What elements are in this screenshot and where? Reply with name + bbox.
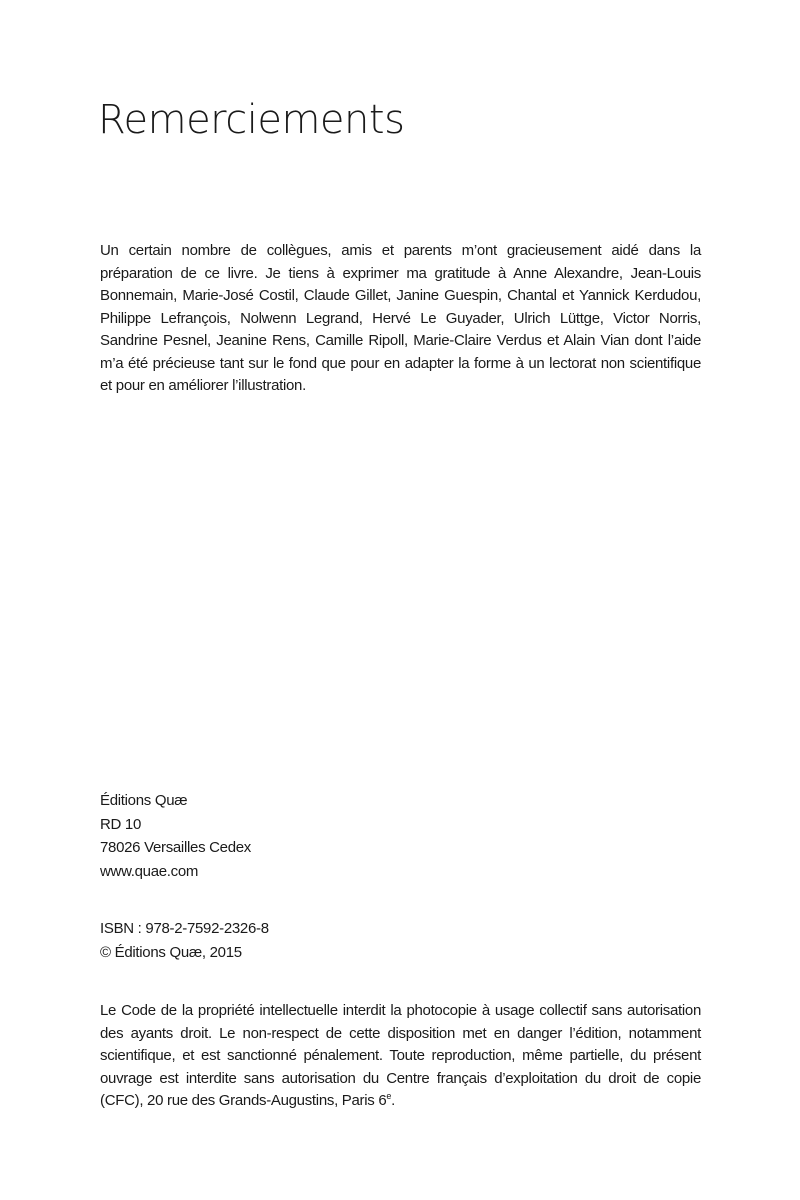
copyright-notice: © Éditions Quæ, 2015 — [100, 943, 242, 961]
publisher-city: 78026 Versailles Cedex — [100, 839, 252, 856]
publisher-name: Éditions Quæ — [100, 792, 188, 809]
isbn-block — [100, 917, 701, 964]
legal-notice-text: Le Code de la propriété intellectuelle interdit la photocopie à usage collectif sans autorisation des ayants droit. Le non-respect de cette disposition met en danger l’édition, notamment scientifique, et est sanctionné pénalement. Toute reproduction, même partielle, du présent ouvrage est interdite sans autorisation du Centre français d’exploitation du droit de copie (CFC), 20 rue des Grands-Augustins, Paris 6 — [100, 1002, 701, 1109]
publisher-road: RD 10 — [100, 815, 142, 833]
legal-notice — [100, 1000, 701, 1113]
acknowledgements-paragraph: Un certain nombre de collègues, amis et parents m’ont gracieusement aidé dans la préparation de ce livre. Je tiens à exprimer ma gratitude à Anne Alexandre, Jean-Louis Bonnemain, Marie-José Costil, Claude Gillet, Janine Guespin, Chantal et Yannick Kerdudou, Philippe Lefrançois, Nolwenn Legrand, Hervé Le Guyader, Ulrich Lüttge, Victor Norris, Sandrine Pesnel, Jeanine Rens, Camille Ripoll, Marie-Claire Verdus et Alain Vian dont l’aide m’a été précieuse tant sur le fond que pour en adapter la forme à un lectorat non scientifique et pour en améliorer l’illustration. — [100, 242, 701, 394]
page-title: Remerciements — [98, 97, 405, 143]
isbn-number: ISBN : 978-2-7592-2326-8 — [100, 920, 269, 937]
legal-notice-end: . — [391, 1092, 395, 1109]
publisher-address — [100, 789, 701, 883]
publisher-website: www.quae.com — [100, 862, 199, 880]
legal-notice-superscript: e — [386, 1091, 392, 1101]
